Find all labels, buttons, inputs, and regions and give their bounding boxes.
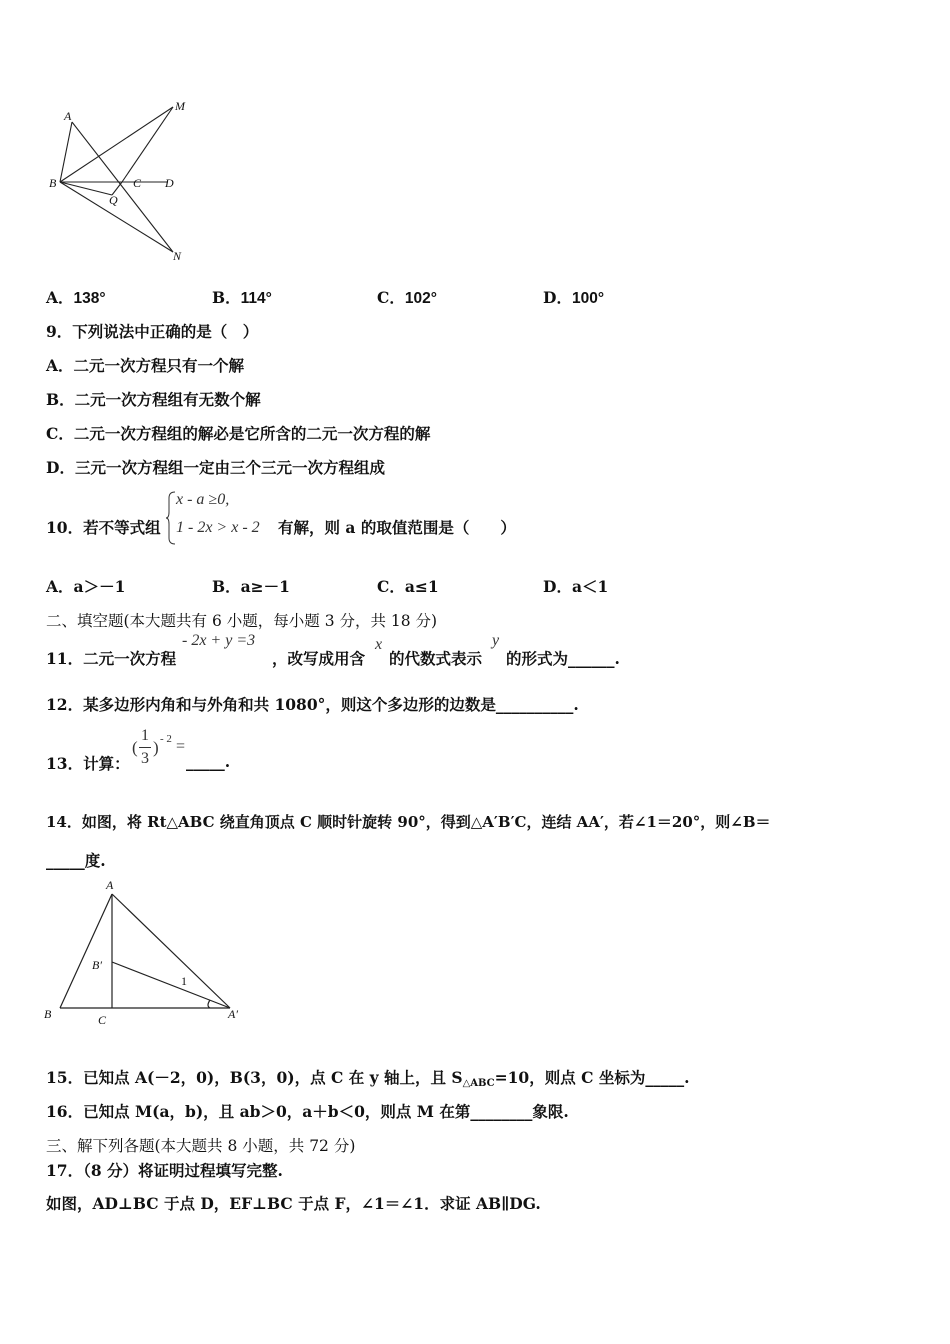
option-letter: D．: [543, 577, 572, 596]
q13-numerator: 1: [141, 727, 149, 744]
q13-open-paren: (: [132, 738, 138, 757]
option-value: 100°: [571, 290, 605, 307]
q13-blank[interactable]: _____.: [186, 752, 231, 771]
q8-option-b[interactable]: [212, 286, 272, 308]
segment-aa-prime: [112, 894, 230, 1008]
q10-option-c[interactable]: [377, 575, 439, 597]
angle-1-arc: [208, 1000, 210, 1008]
segment-ba: [60, 122, 72, 182]
label-c: C: [133, 176, 142, 190]
option-letter: C．: [377, 577, 405, 596]
q9-option-a[interactable]: A．二元一次方程只有一个解: [46, 356, 245, 375]
section-2-heading: 二、填空题(本大题共有 6 小题，每小题 3 分，共 18 分): [46, 612, 438, 630]
q13-fraction-bar: [139, 747, 151, 748]
q11-var-x: x: [375, 636, 383, 653]
q15-subscript: △ABC: [462, 1078, 495, 1089]
option-value: a≤1: [404, 577, 439, 596]
q15-text: [46, 1066, 689, 1089]
q9-option-d[interactable]: D．三元一次方程组一定由三个三元一次方程组成: [46, 458, 385, 477]
q10-option-b[interactable]: [212, 575, 290, 597]
segment-bm: [60, 107, 173, 182]
option-value: 114°: [240, 290, 272, 307]
option-value: 138°: [73, 290, 106, 307]
q17-line-2: 如图，AD⊥BC 于点 D，EF⊥BC 于点 F，∠1＝∠1．求证 AB∥DG.: [46, 1194, 541, 1213]
segment-b-prime-a-prime: [112, 962, 230, 1008]
label-a: A: [106, 878, 114, 892]
label-angle-1: 1: [181, 974, 187, 988]
option-letter: B．: [212, 288, 241, 307]
label-a-prime: A′: [228, 1007, 238, 1021]
option-value: 102°: [404, 290, 437, 307]
option-letter: D．: [543, 288, 572, 307]
segment-bq: [60, 182, 112, 195]
label-a: A: [64, 109, 72, 123]
q13-equals: =: [176, 738, 186, 755]
label-n: N: [173, 249, 182, 263]
label-b: B: [49, 176, 57, 190]
geometry-figure-2: [40, 872, 250, 1032]
option-value: a＜1: [571, 577, 609, 596]
q13-exponent: - 2: [160, 733, 172, 745]
q15-suffix: =10，则点 C 坐标为_____.: [494, 1068, 690, 1087]
label-b-prime: B′: [92, 958, 102, 972]
q11-suffix: 的形式为______.: [506, 649, 620, 668]
q10-option-a[interactable]: [46, 575, 125, 597]
q10-inequality-1: x - a ≥0,: [176, 491, 230, 508]
label-b: B: [44, 1007, 52, 1021]
q10-option-d[interactable]: [543, 575, 608, 597]
label-m: M: [175, 99, 185, 113]
segment-mc: [122, 107, 173, 182]
q14-line-1: 14．如图，将 Rt△ABC 绕直角顶点 C 顺时针旋转 90°，得到△A′B′C，连结 AA′，若∠1＝20°，则∠B＝: [46, 813, 771, 831]
option-letter: C．: [377, 288, 405, 307]
q13-denominator: 3: [141, 750, 149, 767]
q9-option-c[interactable]: C．二元一次方程组的解必是它所含的二元一次方程的解: [46, 424, 431, 443]
q8-option-d[interactable]: [543, 286, 604, 308]
q8-option-c[interactable]: [377, 286, 437, 308]
option-letter: A．: [46, 577, 74, 596]
q14-line-2: _____度.: [46, 851, 106, 870]
q15-prefix: 15．已知点 A(－2，0)，B(3，0)，点 C 在 y 轴上，且 S: [46, 1068, 463, 1087]
q13-close-paren: ): [153, 738, 159, 757]
q11-var-y: y: [492, 632, 500, 649]
q10-prefix: 10．若不等式组: [46, 518, 161, 537]
q16-text: 16．已知点 M(a，b)，且 ab＞0，a＋b＜0，则点 M 在第________象限.: [46, 1102, 569, 1121]
geometry-figure-1: [40, 95, 200, 270]
option-letter: A．: [46, 288, 74, 307]
option-value: a＞－1: [73, 577, 126, 596]
segment-an: [72, 122, 173, 252]
option-value: a≥－1: [240, 577, 290, 596]
q11-mid: ，改写成用含: [272, 649, 366, 668]
q11-mid2: 的代数式表示: [389, 649, 483, 668]
q10-inequality-2: 1 - 2x > x - 2: [176, 519, 260, 536]
q11-equation: - 2x + y =3: [182, 632, 256, 649]
q9-option-b[interactable]: B．二元一次方程组有无数个解: [46, 390, 261, 409]
q9-stem: 9．下列说法中正确的是（ ）: [46, 322, 259, 341]
q12-text: 12．某多边形内角和与外角和共 1080°，则这个多边形的边数是__________.: [46, 695, 579, 714]
q8-option-a[interactable]: [46, 286, 106, 308]
label-d: D: [165, 176, 174, 190]
q17-line-1: 17．（8 分）将证明过程填写完整.: [46, 1161, 283, 1180]
label-q: Q: [109, 193, 118, 207]
section-3-heading: 三、解下列各题(本大题共 8 小题，共 72 分): [46, 1137, 356, 1155]
segment-ba: [60, 894, 112, 1008]
option-letter: B．: [212, 577, 241, 596]
q11-prefix: 11．二元一次方程: [46, 649, 177, 668]
q13-prefix: 13．计算：: [46, 754, 130, 773]
q10-suffix: 有解，则 a 的取值范围是（ ）: [278, 518, 516, 537]
label-c: C: [98, 1013, 107, 1027]
